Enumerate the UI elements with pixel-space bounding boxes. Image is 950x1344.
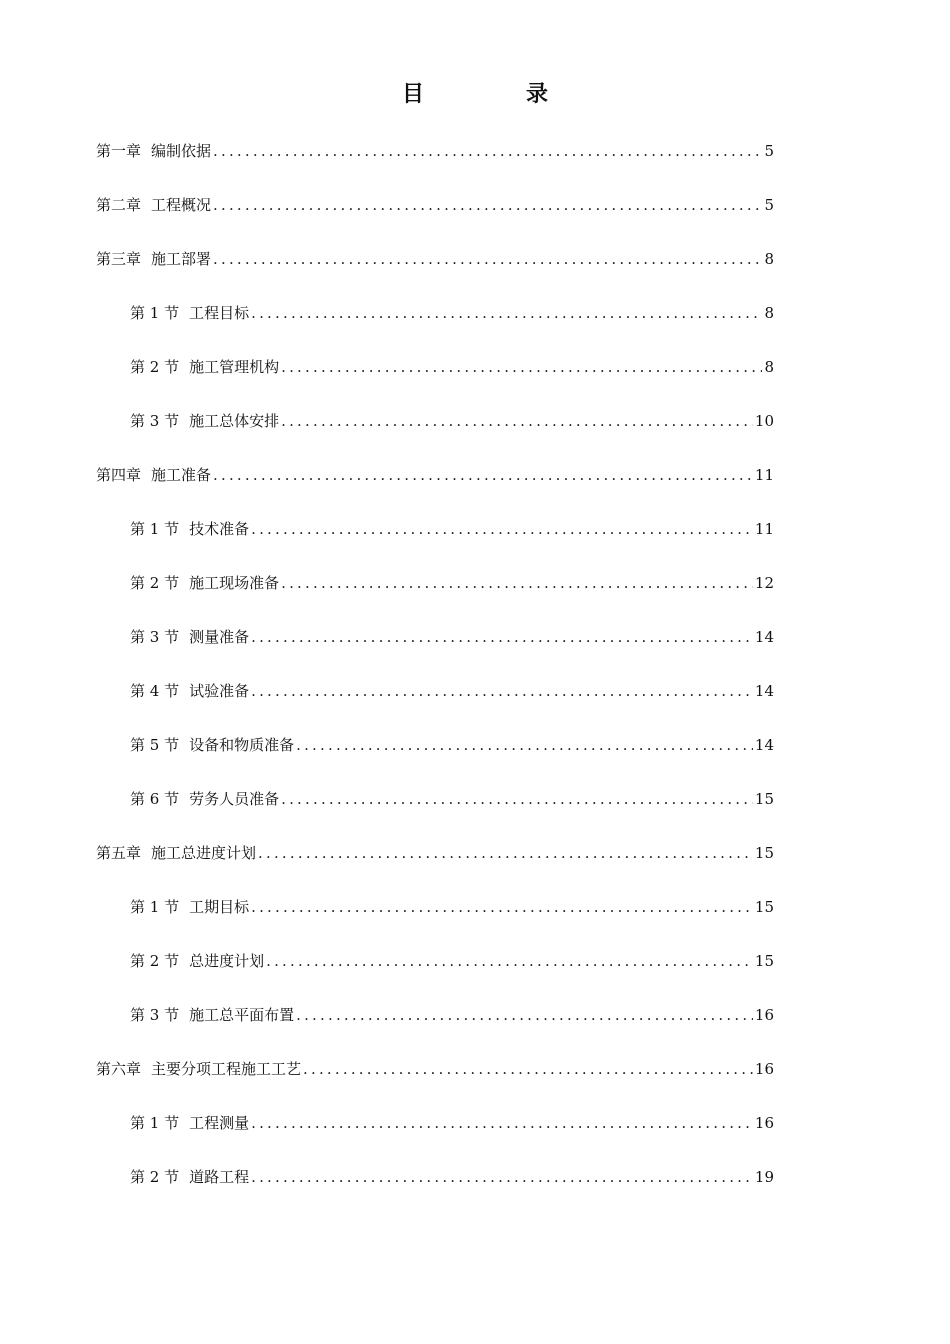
toc-entry-title: 施工总平面布置 <box>189 1006 295 1024</box>
toc-dot-leader <box>213 138 762 164</box>
toc-chapter-entry[interactable] <box>96 192 774 218</box>
toc-section-entry[interactable] <box>130 678 774 704</box>
toc-entry-number: 第 1 节 <box>130 898 180 916</box>
toc-title: 目 录 <box>401 82 588 107</box>
toc-page-number: 10 <box>754 412 774 430</box>
toc-dot-leader <box>281 408 753 434</box>
toc-section-entry[interactable] <box>130 786 774 812</box>
toc-section-entry[interactable] <box>130 300 774 326</box>
toc-entry-number: 第 4 节 <box>130 682 180 700</box>
toc-section-entry[interactable] <box>130 570 774 596</box>
toc-entry-title: 施工管理机构 <box>189 358 280 376</box>
toc-entry-label <box>130 786 279 812</box>
toc-entry-label <box>130 570 279 596</box>
toc-section-entry[interactable] <box>130 948 774 974</box>
toc-entry-label <box>130 732 294 758</box>
toc-entry-title: 技术准备 <box>189 520 250 538</box>
toc-entry-label <box>96 138 211 164</box>
toc-page-number: 16 <box>754 1006 774 1024</box>
toc-section-entry[interactable] <box>130 732 774 758</box>
toc-entry-label <box>130 354 279 380</box>
toc-entry-title: 工程概况 <box>151 196 212 214</box>
toc-entry-label <box>130 1002 294 1028</box>
toc-section-entry[interactable] <box>130 408 774 434</box>
toc-entry-number: 第 1 节 <box>130 520 180 538</box>
toc-chapter-entry[interactable] <box>96 1056 774 1082</box>
toc-dot-leader <box>303 1056 753 1082</box>
toc-entry-number: 第 1 节 <box>130 304 180 322</box>
toc-entry-title: 施工现场准备 <box>189 574 280 592</box>
toc-entry-label <box>96 1056 301 1082</box>
toc-entry-number: 第 3 节 <box>130 628 180 646</box>
toc-dot-leader <box>213 192 762 218</box>
toc-chapter-entry[interactable] <box>96 462 774 488</box>
toc-entry-number: 第三章 <box>96 250 142 268</box>
toc-entry-title: 编制依据 <box>151 142 212 160</box>
toc-page-number: 15 <box>754 790 774 808</box>
toc-entry-title: 主要分项工程施工工艺 <box>151 1060 302 1078</box>
toc-dot-leader <box>266 948 753 974</box>
toc-dot-leader <box>251 516 753 542</box>
toc-page-number: 5 <box>764 142 774 160</box>
toc-entry-number: 第一章 <box>96 142 142 160</box>
toc-entry-title: 工程测量 <box>189 1114 250 1132</box>
toc-entry-label <box>130 516 249 542</box>
toc-section-entry[interactable] <box>130 1002 774 1028</box>
toc-section-entry[interactable] <box>130 516 774 542</box>
toc-dot-leader <box>213 246 762 272</box>
toc-dot-leader <box>258 840 753 866</box>
toc-entry-title: 试验准备 <box>189 682 250 700</box>
toc-page-number: 15 <box>754 898 774 916</box>
toc-entry-number: 第 2 节 <box>130 952 180 970</box>
toc-entry-label <box>96 192 211 218</box>
toc-section-entry[interactable] <box>130 1164 774 1190</box>
toc-entry-number: 第 2 节 <box>130 574 180 592</box>
toc-dot-leader <box>251 300 762 326</box>
toc-entry-number: 第 3 节 <box>130 412 180 430</box>
toc-entry-title: 工程目标 <box>189 304 250 322</box>
toc-entry-number: 第 2 节 <box>130 1168 180 1186</box>
toc-entry-number: 第二章 <box>96 196 142 214</box>
toc-page-number: 12 <box>754 574 774 592</box>
toc-page-number: 11 <box>754 520 774 538</box>
toc-page-number: 8 <box>764 250 774 268</box>
toc-dot-leader <box>251 1164 753 1190</box>
toc-entry-label <box>96 840 256 866</box>
toc-dot-leader <box>251 894 753 920</box>
toc-page-number: 15 <box>754 844 774 862</box>
toc-dot-leader <box>281 354 762 380</box>
toc-entry-label <box>130 300 249 326</box>
toc-entry-number: 第 2 节 <box>130 358 180 376</box>
toc-section-entry[interactable] <box>130 894 774 920</box>
toc-entry-number: 第 6 节 <box>130 790 180 808</box>
toc-entry-title: 施工总体安排 <box>189 412 280 430</box>
toc-entry-title: 施工总进度计划 <box>151 844 257 862</box>
toc-entry-number: 第 5 节 <box>130 736 180 754</box>
toc-page-number: 16 <box>754 1060 774 1078</box>
toc-chapter-entry[interactable] <box>96 840 774 866</box>
toc-page-number: 16 <box>754 1114 774 1132</box>
toc-entry-label <box>130 894 249 920</box>
toc-entry-label <box>130 624 249 650</box>
toc-entry-title: 劳务人员准备 <box>189 790 280 808</box>
toc-entry-title: 施工部署 <box>151 250 212 268</box>
toc-entry-number: 第四章 <box>96 466 142 484</box>
toc-page-number: 14 <box>754 628 774 646</box>
toc-entry-label <box>130 678 249 704</box>
toc-entry-number: 第 3 节 <box>130 1006 180 1024</box>
toc-entry-label <box>96 462 211 488</box>
toc-chapter-entry[interactable] <box>96 246 774 272</box>
toc-entry-title: 工期目标 <box>189 898 250 916</box>
toc-entry-title: 施工准备 <box>151 466 212 484</box>
toc-page-number: 15 <box>754 952 774 970</box>
toc-dot-leader <box>251 624 753 650</box>
toc-dot-leader <box>296 1002 753 1028</box>
toc-entry-label <box>130 948 264 974</box>
toc-entry-number: 第 1 节 <box>130 1114 180 1132</box>
toc-entry-title: 总进度计划 <box>189 952 265 970</box>
toc-dot-leader <box>296 732 753 758</box>
toc-section-entry[interactable] <box>130 354 774 380</box>
toc-page-number: 5 <box>764 196 774 214</box>
toc-section-entry[interactable] <box>130 624 774 650</box>
toc-entry-title: 测量准备 <box>189 628 250 646</box>
toc-dot-leader <box>251 678 753 704</box>
toc-entry-title: 道路工程 <box>189 1168 250 1186</box>
toc-entry-title: 设备和物质准备 <box>189 736 295 754</box>
toc-page-number: 19 <box>754 1168 774 1186</box>
toc-page-number: 8 <box>764 304 774 322</box>
toc-entry-label <box>130 1110 249 1136</box>
toc-entry-label <box>130 1164 249 1190</box>
toc-page-number: 14 <box>754 736 774 754</box>
toc-entry-number: 第六章 <box>96 1060 142 1078</box>
toc-section-entry[interactable] <box>130 1110 774 1136</box>
toc-dot-leader <box>251 1110 753 1136</box>
toc-page-number: 14 <box>754 682 774 700</box>
toc-entry-label <box>96 246 211 272</box>
toc-dot-leader <box>281 570 753 596</box>
toc-entry-number: 第五章 <box>96 844 142 862</box>
toc-chapter-entry[interactable] <box>96 138 774 164</box>
toc-dot-leader <box>281 786 753 812</box>
toc-entry-label <box>130 408 279 434</box>
toc-dot-leader <box>213 462 753 488</box>
toc-page-number: 8 <box>764 358 774 376</box>
toc-page-number: 11 <box>754 466 774 484</box>
